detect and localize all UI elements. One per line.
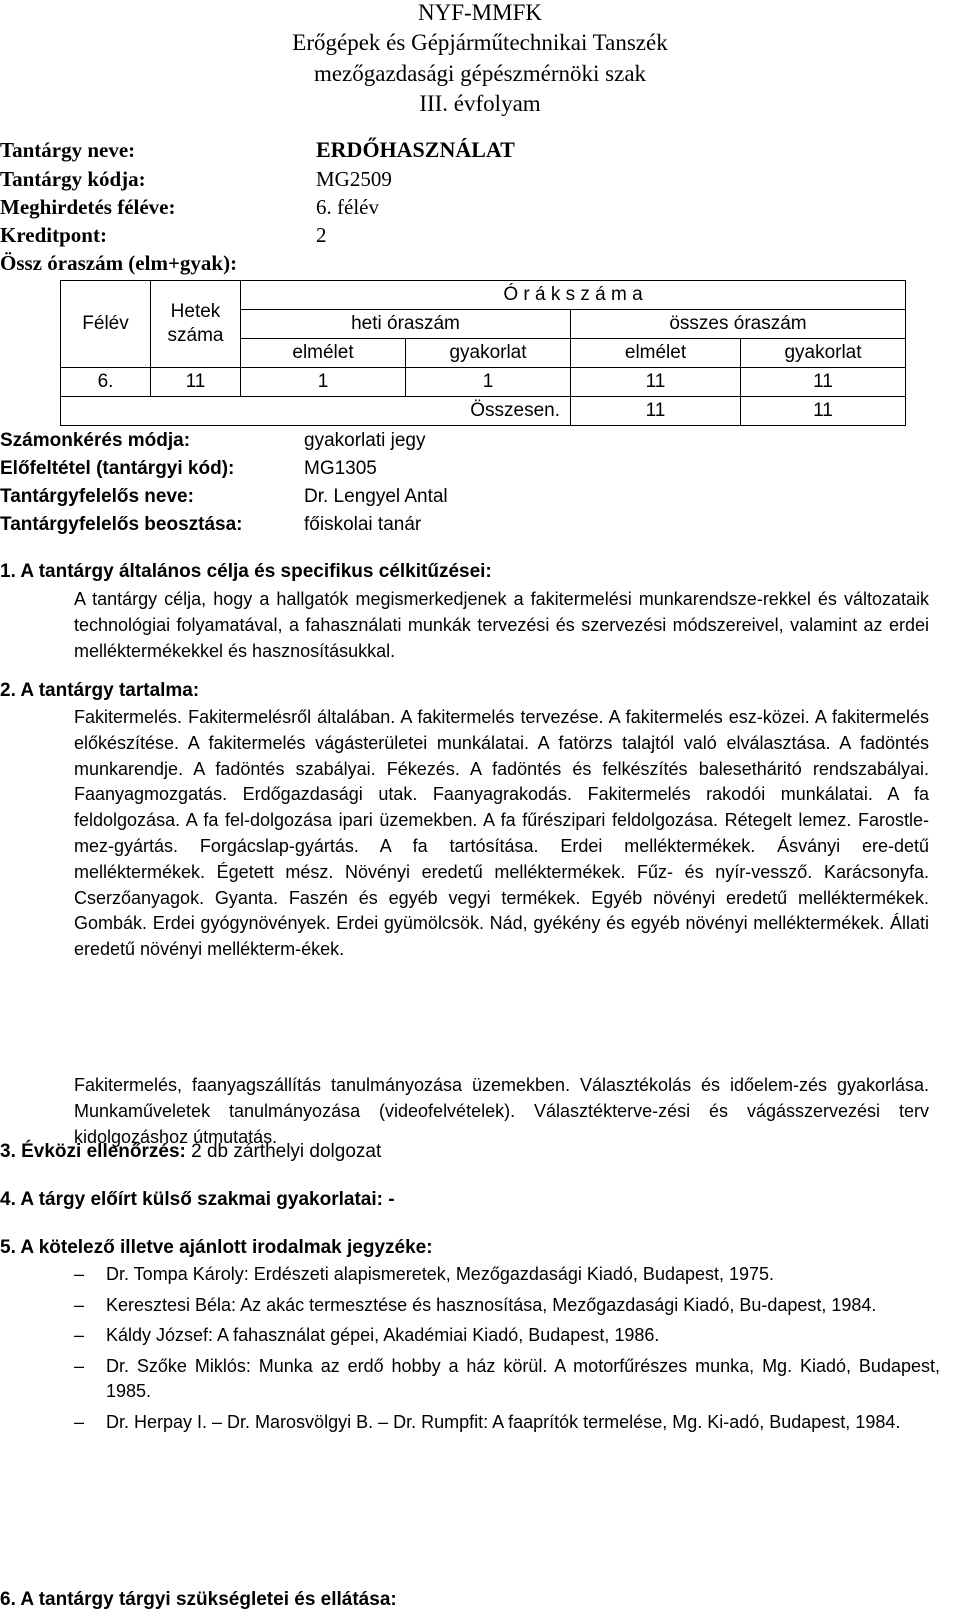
position-label: Tantárgyfelelős beosztása:: [0, 514, 243, 535]
list-dash: –: [74, 1411, 85, 1432]
header-weeks-line1: Hetek: [170, 301, 221, 322]
literature-entry: Keresztesi Béla: Az akác termesztése és hasznosítása, Mezőgazdasági Kiadó, Bu-dapest, 1984.: [106, 1294, 877, 1315]
hours-table: [60, 280, 906, 426]
subject-code-value: MG2509: [316, 167, 392, 191]
header-semester: Félév: [61, 281, 151, 368]
list-dash: –: [74, 1264, 85, 1284]
subject-name-value: ERDŐHASZNÁLAT: [316, 137, 515, 162]
header-total-hours: összes óraszám: [571, 310, 906, 339]
department-name: Erőgépek és Gépjárműtechnikai Tanszék: [292, 30, 668, 55]
faculty-code: NYF-MMFK: [418, 0, 542, 25]
cell-semester: 6.: [61, 368, 151, 397]
literature-entry: Dr. Herpay I. – Dr. Marosvölgyi B. – Dr. Rumpfit: A faaprítók termelése, Mg. Ki-adó, Budapest, 1984.: [106, 1411, 901, 1432]
subject-code-label: Tantárgy kódja:: [0, 167, 146, 191]
subject-name-label: Tantárgy neve:: [0, 138, 136, 162]
table-total-row: [61, 397, 906, 426]
section-4-title: 4. A tárgy előírt külső szakmai gyakorlatai: -: [0, 1189, 395, 1210]
section-3-title: [0, 1141, 381, 1163]
header-theory-total: elmélet: [571, 339, 741, 368]
credit-value: 2: [316, 223, 327, 247]
section-1-title: 1. A tantárgy általános célja és specifikus célkitűzései:: [0, 561, 492, 582]
section-3-value: 2 db zárthelyi dolgozat: [185, 1141, 382, 1162]
literature-entry: Dr. Szőke Miklós: Munka az erdő hobby a ház körül. A motorfűrészes munka, Mg. Kiadó, Budapest, 1985.: [106, 1355, 940, 1401]
literature-entry: Dr. Tompa Károly: Erdészeti alapismeretek, Mezőgazdasági Kiadó, Budapest, 1975.: [106, 1264, 775, 1284]
list-item: [0, 1323, 940, 1349]
list-dash: –: [74, 1325, 85, 1345]
section-2-text-1: Fakitermelés. Fakitermelésről általában. A fakitermelés tervezése. A fakitermelés esz-közei. A fakitermelés előkészítése. A fakitermelés vágásterületei munkálatai. A fatörzs talajtól való elválasztása. A fadöntés munkarendje. A fadöntés szabályai. Fékezés. A fadöntés és felkészítés balesetháritó rendszabályai. Faanyagmozgatás. Erdőgazdasági utak. Faanyagrakodás. Fakitermelés rakodói munkálatai. A fa feldolgozása. A fa fel-dolgozása ipari üzemekben. A fa fűrészipari feldolgozása. Rétegelt lemez. Farostle-mez-gyártás. Forgácslap-gyártás. A fa tartósítása. Erdei melléktermékek. Ásványi ere-detű melléktermékek. Égetett mész. Növényi eredetű melléktermékek. Fűz- és nyír-vessző. Karácsonyfa. Cserzőanyagok. Gyanta. Faszén és egyéb vegyi termékek. Egyéb növényi eredetű melléktermékek. Gombák. Erdei gyógynövények. Erdei gyümölcsök. Nád, gyékény és egyéb növényi melléktermékek. Állati eredetű növényi mellékterm-ékek.: [74, 707, 929, 960]
position-value: főiskolai tanár: [304, 514, 422, 535]
table-row: [61, 368, 906, 397]
cell-total-theory: 11: [571, 397, 741, 426]
assessment-label: Számonkérés módja:: [0, 430, 191, 451]
cell-total-label: Összesen.: [61, 397, 571, 426]
section-6-title: 6. A tantárgy tárgyi szükségletei és ellátása:: [0, 1589, 397, 1610]
program-name: mezőgazdasági gépészmérnöki szak: [313, 61, 647, 86]
semester-value: 6. félév: [316, 195, 379, 219]
section-3-label: 3. Évközi ellenőrzés:: [0, 1141, 186, 1162]
header-practice-total: gyakorlat: [741, 339, 906, 368]
prerequisite-value: MG1305: [304, 458, 377, 479]
cell-total-practice: 11: [741, 397, 906, 426]
header-theory-weekly: elmélet: [241, 339, 406, 368]
responsible-label: Tantárgyfelelős neve:: [0, 486, 194, 507]
cell-practice-total: 11: [741, 368, 906, 397]
cell-practice-weekly: 1: [406, 368, 571, 397]
section-2-text-2: Fakitermelés, faanyagszállítás tanulmányozása üzemekben. Választékolás és időelem-zés gyakorlása. Munkaműveletek tanulmányozása (videofelvételek). Választékterve-zési és vágásszervezési terv kidolgozáshoz útmutatás.: [74, 1075, 929, 1147]
list-item: [0, 1262, 940, 1288]
header-hours: Ó r á k s z á m a: [241, 281, 906, 310]
list-item: [0, 1354, 940, 1405]
literature-entry: Káldy József: A fahasználat gépei, Akadémiai Kiadó, Budapest, 1986.: [106, 1325, 660, 1345]
prerequisite-label: Előfeltétel (tantárgyi kód):: [0, 458, 235, 479]
section-2-title: 2. A tantárgy tartalma:: [0, 680, 200, 701]
list-dash: –: [74, 1355, 85, 1376]
section-5-title: 5. A kötelező illetve ajánlott irodalmak jegyzéke:: [0, 1237, 433, 1258]
assessment-value: gyakorlati jegy: [304, 430, 426, 451]
header-practice-weekly: gyakorlat: [406, 339, 571, 368]
responsible-value: Dr. Lengyel Antal: [304, 486, 448, 507]
header-weekly-hours: heti óraszám: [241, 310, 571, 339]
cell-theory-total: 11: [571, 368, 741, 397]
header-weeks-line2: száma: [167, 325, 224, 346]
header-weeks: [151, 281, 241, 368]
cell-weeks: 11: [151, 368, 241, 397]
list-item: [0, 1410, 940, 1436]
list-item: [0, 1293, 940, 1319]
year-level: III. évfolyam: [419, 91, 541, 116]
credit-label: Kreditpont:: [0, 223, 107, 247]
literature-list: [0, 1262, 940, 1440]
semester-label: Meghirdetés féléve:: [0, 195, 176, 219]
cell-theory-weekly: 1: [241, 368, 406, 397]
list-dash: –: [74, 1294, 85, 1315]
total-hours-label: Össz óraszám (elm+gyak):: [0, 251, 238, 275]
section-1-text: A tantárgy célja, hogy a hallgatók megismerkedjenek a fakitermelési munkarendsze-rekkel és változataik technológiai folyamatával, a fahasználati munkák tervezési és szervezési módszereivel, valamint az erdei melléktermékekkel és hasznosításukkal.: [74, 589, 929, 661]
